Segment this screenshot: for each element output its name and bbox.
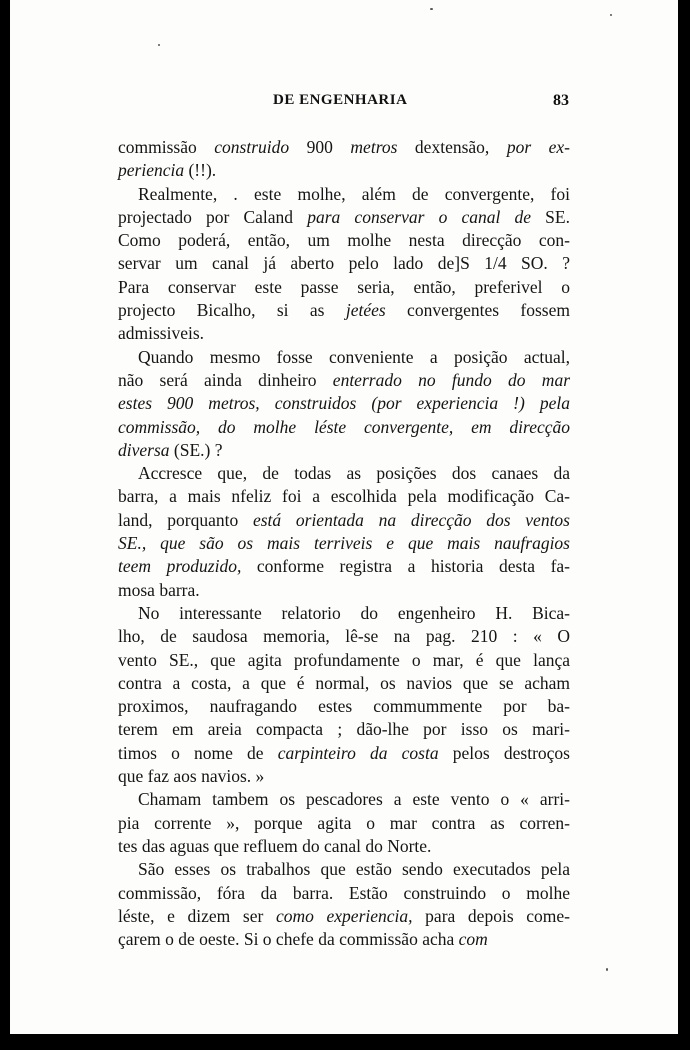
text-segment: 900	[289, 137, 351, 157]
text-line	[118, 905, 570, 928]
text-segment: que faz aos navios. »	[118, 766, 265, 787]
text-line	[118, 159, 570, 182]
text-segment: lho, de saudosa memoria, lê-se na pag. 210 : « O	[118, 626, 570, 647]
italic-text: para conservar o canal de	[307, 206, 532, 227]
text-line	[118, 322, 570, 345]
running-title: DE ENGENHARIA	[273, 92, 408, 108]
paragraph	[118, 788, 570, 858]
book-page	[10, 0, 678, 1034]
text-segment: terem em areia compacta ; dão-lhe por isso os mari-	[118, 719, 570, 740]
paragraph	[118, 462, 570, 602]
text-line	[118, 718, 570, 741]
text-segment: pia corrente », porque agita o mar contra as corren-	[118, 812, 570, 833]
italic-text: enterrado no fundo do mar	[332, 369, 571, 390]
text-segment: dextensão,	[397, 137, 507, 157]
italic-text: construido	[214, 137, 290, 157]
text-line	[118, 602, 570, 625]
italic-text: commissão, do molhe léste convergente, em direcção	[118, 416, 570, 437]
text-line	[118, 136, 570, 159]
text-line	[118, 858, 570, 881]
scan-speck	[158, 44, 160, 46]
scan-speck	[610, 14, 612, 16]
text-segment: No interessante relatorio do engenheiro H. Bica-	[138, 602, 570, 623]
text-segment: léste, e dizem ser	[118, 905, 276, 926]
text-segment: vento SE., que agita profundamente o mar, é que lança	[118, 649, 570, 670]
text-segment: servar um canal já aberto pelo lado de]S 1/4 SO. ?	[118, 253, 570, 274]
text-segment: timos o nome de	[118, 742, 278, 763]
text-segment: commissão	[118, 137, 215, 157]
text-segment: land, porquanto	[118, 509, 253, 530]
text-segment: não será ainda dinheiro	[118, 369, 333, 390]
text-segment: barra, a mais nfeliz foi a escolhida pela modificação Ca-	[118, 486, 570, 507]
text-segment: projectado por Caland	[118, 206, 308, 227]
text-segment: proximos, naufragando estes commummente por ba-	[118, 696, 570, 717]
text-segment: para depois come-	[412, 905, 570, 926]
text-line	[118, 276, 570, 299]
paragraph	[118, 183, 570, 346]
text-line	[118, 299, 570, 322]
text-segment: projecto Bicalho, si as	[118, 300, 346, 321]
text-segment: tes das aguas que refluem do canal do Norte.	[118, 835, 432, 856]
italic-text: como experiencia,	[275, 905, 413, 926]
text-segment: Chamam tambem os pescadores a este vento o « arri-	[138, 789, 570, 810]
italic-text: carpinteiro da costa	[277, 742, 439, 763]
text-segment: convergentes fossem	[385, 300, 570, 321]
paragraph	[118, 346, 570, 462]
text-line	[118, 579, 570, 602]
text-line	[118, 649, 570, 672]
scan-speck	[606, 968, 608, 971]
italic-text: diversa	[118, 439, 170, 460]
italic-text: metros	[350, 137, 398, 157]
text-segment: (SE.) ?	[169, 439, 223, 460]
text-line	[118, 485, 570, 508]
text-segment: commissão, fóra da barra. Estão construindo o molhe	[118, 882, 570, 903]
italic-text: SE., que são os mais terriveis e que mais naufragios	[118, 533, 570, 554]
text-line	[118, 788, 570, 811]
text-segment: pelos destroços	[438, 742, 570, 763]
text-segment: Como poderá, então, um molhe nesta direcção con-	[118, 230, 570, 251]
text-line	[118, 509, 570, 532]
text-line	[118, 532, 570, 555]
italic-text: estes 900 metros, construidos (por experiencia !) pela	[118, 393, 570, 414]
scan-speck	[430, 8, 433, 10]
paragraph	[118, 136, 570, 183]
text-line	[118, 369, 570, 392]
text-line	[118, 882, 570, 905]
text-line	[118, 835, 570, 858]
text-segment: SE.	[531, 206, 570, 227]
text-line	[118, 252, 570, 275]
italic-text: por ex-	[506, 137, 570, 157]
paragraph	[118, 858, 570, 951]
text-segment: conforme registra a historia desta fa-	[241, 556, 570, 577]
text-line	[118, 928, 570, 951]
page-number: 83	[553, 92, 569, 109]
text-line	[118, 206, 570, 229]
text-line	[118, 742, 570, 765]
text-segment: admissiveis.	[118, 323, 205, 344]
text-segment: Quando mesmo fosse conveniente a posição actual,	[138, 346, 570, 367]
text-line	[118, 346, 570, 369]
text-line	[118, 695, 570, 718]
text-line	[118, 765, 570, 788]
paragraph	[118, 602, 570, 788]
text-segment: Realmente, . este molhe, além de convergente, foi	[138, 183, 570, 204]
text-line	[118, 672, 570, 695]
text-line	[118, 625, 570, 648]
text-line	[118, 439, 570, 462]
italic-text: periencia	[118, 160, 185, 181]
italic-text: teem produzido,	[118, 556, 242, 577]
italic-text: está orientada na direcção dos ventos	[252, 509, 570, 530]
text-line	[118, 392, 570, 415]
text-segment: mosa barra.	[118, 579, 200, 600]
text-line	[118, 812, 570, 835]
text-segment: Accresce que, de todas as posições dos canaes da	[138, 463, 570, 484]
text-segment: Para conservar este passe seria, então, preferivel o	[118, 276, 570, 297]
text-segment: (!!).	[184, 160, 217, 181]
text-line	[118, 229, 570, 252]
page-header	[10, 92, 678, 116]
italic-text: jetées	[345, 300, 386, 321]
text-segment: çarem o de oeste. Si o chefe da commissão acha	[118, 929, 459, 950]
body-text	[118, 136, 570, 951]
text-line	[118, 462, 570, 485]
text-segment: contra a costa, a que é normal, os navios que se acham	[118, 672, 570, 693]
text-line	[118, 183, 570, 206]
text-line	[118, 555, 570, 578]
text-line	[118, 416, 570, 439]
italic-text: com	[458, 929, 488, 950]
text-segment: São esses os trabalhos que estão sendo executados pela	[138, 859, 570, 880]
